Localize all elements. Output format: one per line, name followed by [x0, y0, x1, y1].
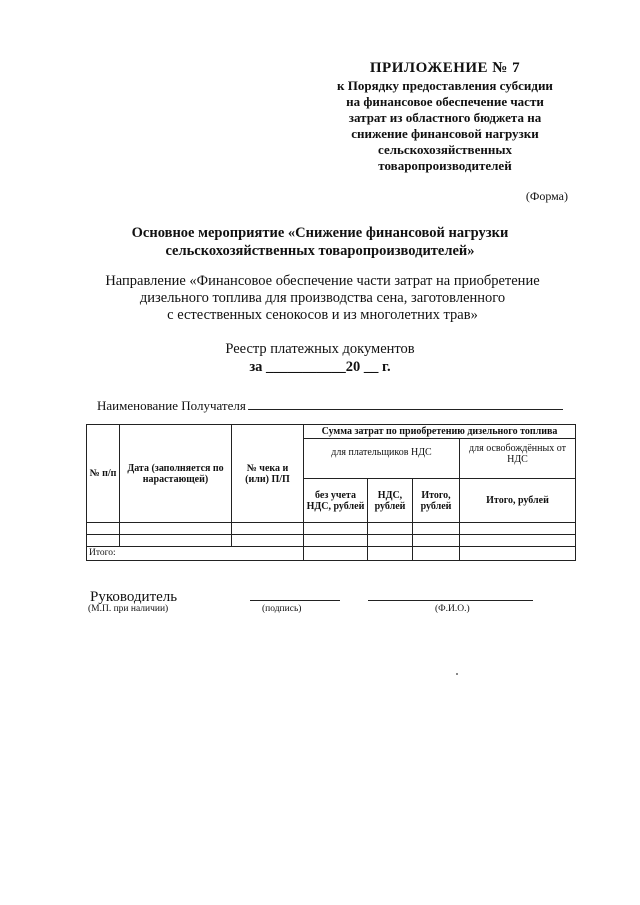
table-cell[interactable]: [368, 535, 413, 547]
col-header-date: Дата (заполняется по нарастающей): [120, 425, 232, 523]
table-cell[interactable]: [413, 535, 460, 547]
table-cell[interactable]: [120, 523, 232, 535]
annex-header: [300, 60, 590, 174]
form-note: (Форма): [525, 189, 568, 203]
registry-period: за ___________20 __ г.: [249, 359, 391, 375]
direction-line: Направление «Финансовое обеспечение части затрат на приобретение: [105, 273, 540, 289]
total-label: Итого:: [87, 547, 304, 561]
direction-line: с естественных сенокосов и из многолетних трав»: [167, 307, 478, 323]
annex-line: сельскохозяйственных: [378, 142, 512, 157]
col-header-total-payers: Итого, рублей: [413, 479, 460, 523]
annex-line: товаропроизводителей: [378, 158, 512, 173]
direction-line: дизельного топлива для производства сена, заготовленного: [139, 290, 506, 306]
col-header-number: № п/п: [87, 425, 120, 523]
annex-line: на финансовое обеспечение части: [346, 94, 544, 109]
table-cell[interactable]: [413, 523, 460, 535]
col-header-check: № чека и (или) П/П: [232, 425, 304, 523]
head-label: Руководитель: [90, 589, 178, 605]
table-cell[interactable]: [368, 523, 413, 535]
annex-line: затрат из областного бюджета на: [348, 110, 542, 125]
subheader-vat-payers: для плательщиков НДС: [304, 439, 460, 479]
col-header-vat: НДС, рублей: [368, 479, 413, 523]
registry-table: [86, 424, 576, 561]
table-cell[interactable]: [304, 535, 368, 547]
main-title-line: Основное мероприятие «Снижение финансовой нагрузки: [131, 225, 509, 241]
col-header-total-exempt: Итого, рублей: [460, 479, 576, 523]
signature-caption: (подпись): [262, 604, 302, 614]
annex-line: к Порядку предоставления субсидии: [337, 78, 553, 93]
table-cell[interactable]: [87, 523, 120, 535]
table-cell[interactable]: [460, 535, 576, 547]
total-cell[interactable]: [413, 547, 460, 561]
scan-speck: [456, 673, 458, 675]
table-cell[interactable]: [87, 535, 120, 547]
total-cell[interactable]: [368, 547, 413, 561]
table-row: [87, 523, 576, 535]
table-cell[interactable]: [232, 535, 304, 547]
total-cell[interactable]: [460, 547, 576, 561]
col-header-without-vat: без учета НДС, рублей: [304, 479, 368, 523]
stamp-note: (М.П. при наличии): [88, 604, 169, 614]
total-cell[interactable]: [304, 547, 368, 561]
main-title-line: сельскохозяйственных товаропроизводителей»: [165, 243, 475, 259]
table-cell[interactable]: [120, 535, 232, 547]
main-title: [110, 224, 530, 260]
annex-line: снижение финансовой нагрузки: [351, 126, 539, 141]
registry-title: Реестр платежных документов: [225, 341, 415, 357]
table-cell[interactable]: [304, 523, 368, 535]
subheader-vat-exempt: для освобождённых от НДС: [460, 439, 576, 479]
signature-line[interactable]: [250, 600, 340, 601]
direction-text: [95, 273, 550, 324]
total-row: [87, 547, 576, 561]
fio-caption: (Ф.И.О.): [435, 604, 470, 614]
annex-title: ПРИЛОЖЕНИЕ № 7: [369, 60, 521, 76]
fio-line[interactable]: [368, 600, 533, 601]
table-cell[interactable]: [232, 523, 304, 535]
registry-heading: [160, 340, 480, 376]
recipient-field-line[interactable]: [248, 409, 563, 410]
col-group-header: Сумма затрат по приобретению дизельного топлива: [304, 425, 576, 439]
table-cell[interactable]: [460, 523, 576, 535]
table-row: [87, 535, 576, 547]
recipient-label: Наименование Получателя: [97, 398, 246, 413]
